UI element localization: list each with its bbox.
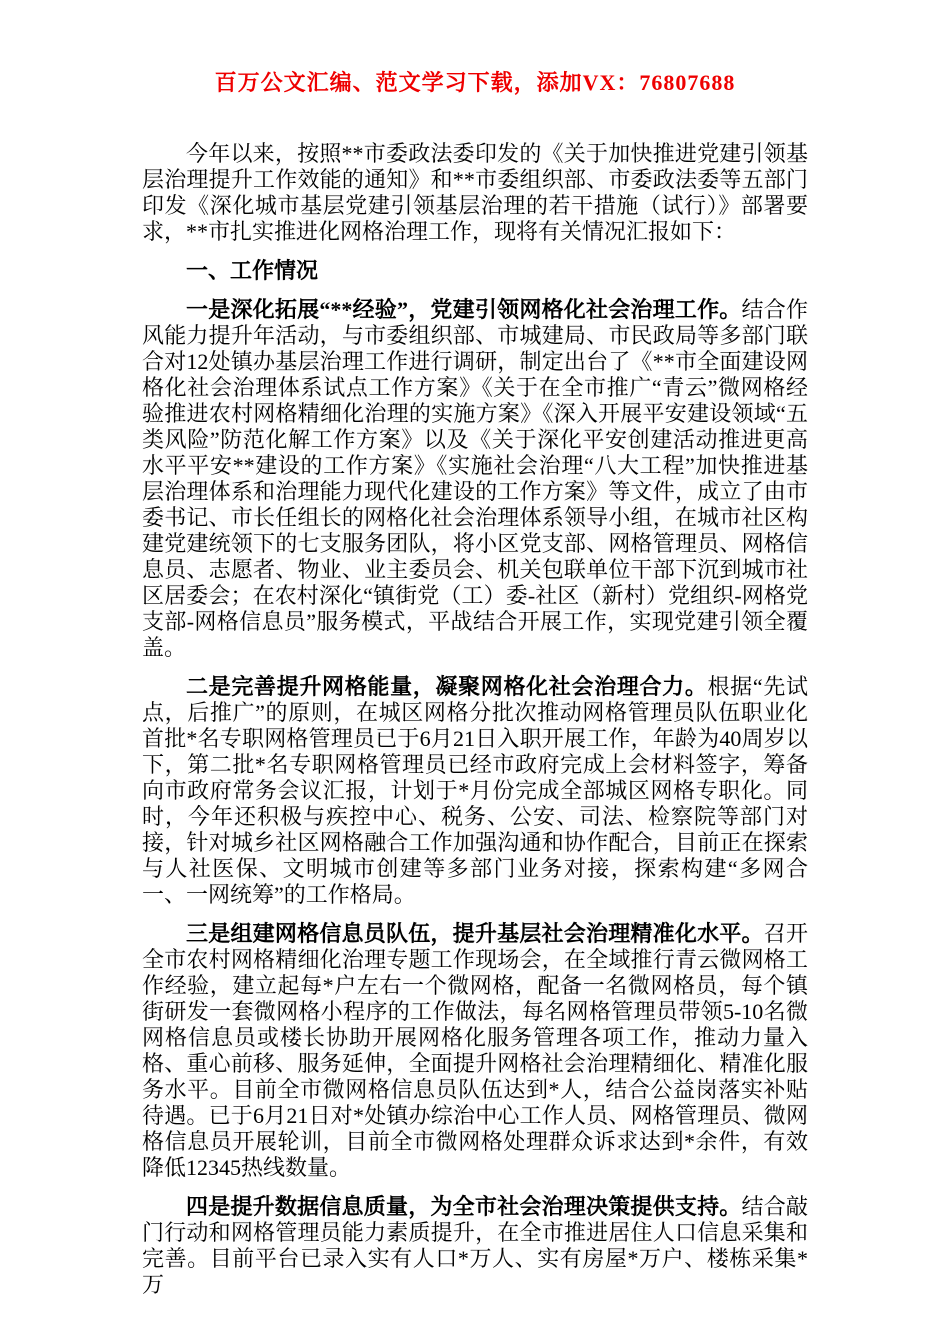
paragraph-4-body: 结合敲门行动和网格管理员能力素质提升，在全市推进居住人口信息采集和完善。目前平台已录入实有人口*万人、实有房屋*万户、楼栋采集*万 [142,1194,808,1297]
paragraph-3-lead: 三是组建网格信息员队伍，提升基层社会治理精准化水平。 [186,921,764,946]
paragraph-2-lead: 二是完善提升网格能量，凝聚网格化社会治理合力。 [186,674,708,699]
paragraph-4-lead: 四是提升数据信息质量，为全市社会治理决策提供支持。 [186,1194,742,1219]
paragraph-2-body: 根据“先试点，后推广”的原则，在城区网格分批次推动网格管理员队伍职业化首批*名专职网格管理员已于6月21日入职开展工作，年龄为40周岁以下，第二批*名专职网格管理员已经市政府完成上会材料签字，筹备向市政府常务会议汇报，计划于*月份完成全部城区网格专职化。同时，今年还积极与疾控中心、税务、公安、司法、检察院等部门对接，针对城乡社区网格融合工作加强沟通和协作配合，目前正在探索与人社医保、文明城市创建等多部门业务对接，探索构建“多网合一、一网统筹”的工作格局。 [142,674,808,907]
section-heading: 一、工作情况 [186,258,319,283]
intro-paragraph: 今年以来，按照**市委政法委印发的《关于加快推进党建引领基层治理提升工作效能的通知》和**市委组织部、市委政法委等五部门印发《深化城市基层党建引领基层治理的若干措施（试行）》部署要求，**市扎实推进化网格治理工作，现将有关情况汇报如下： [142,141,808,244]
paragraph-1-lead: 一是深化拓展“**经验”，党建引领网格化社会治理工作。 [186,297,742,322]
header-notice: 百万公文汇编、范文学习下载，添加VX：76807688 [214,70,736,95]
body-paragraph-3 [142,921,808,1181]
body-paragraph-4 [142,1194,808,1298]
paragraph-1-body: 结合作风能力提升年活动，与市委组织部、市城建局、市民政局等多部门联合对12处镇办基层治理工作进行调研，制定出台了《**市全面建设网格化社会治理体系试点工作方案》《关于在全市推广“青云”微网格经验推进农村网格精细化治理的实施方案》《深入开展平安建设领域“五类风险”防范化解工作方案》以及《关于深化平安创建活动推进更高水平平安**建设的工作方案》《实施社会治理“八大工程”加快推进基层治理体系和治理能力现代化建设的工作方案》等文件，成立了由市委书记、市长任组长的网格化社会治理体系领导小组，在城市社区构建党建统领下的七支服务团队，将小区党支部、网格管理员、网格信息员、志愿者、物业、业主委员会、机关包联单位干部下沉到城市社区居委会；在农村深化“镇街党（工）委-社区（新村）党组织-网格党支部-网格信息员”服务模式，平战结合开展工作，实现党建引领全覆盖。 [142,297,808,660]
body-paragraph-2 [142,674,808,908]
document-content [142,141,808,1298]
body-paragraph-1 [142,297,808,661]
paragraph-3-body: 召开全市农村网格精细化治理专题工作现场会，在全域推行青云微网格工作经验，建立起每*户左右一个微网格，配备一名微网格员，每个镇街研发一套微网格小程序的工作做法，每名网格管理员带领5-10名微网格信息员或楼长协助开展网格化服务管理各项工作，推动力量入格、重心前移、服务延伸，全面提升网格社会治理精细化、精准化服务水平。目前全市微网格信息员队伍达到*人，结合公益岗落实补贴待遇。已于6月21日对*处镇办综治中心工作人员、网格管理员、微网格信息员开展轮训，目前全市微网格处理群众诉求达到*余件，有效降低12345热线数量。 [142,921,808,1180]
